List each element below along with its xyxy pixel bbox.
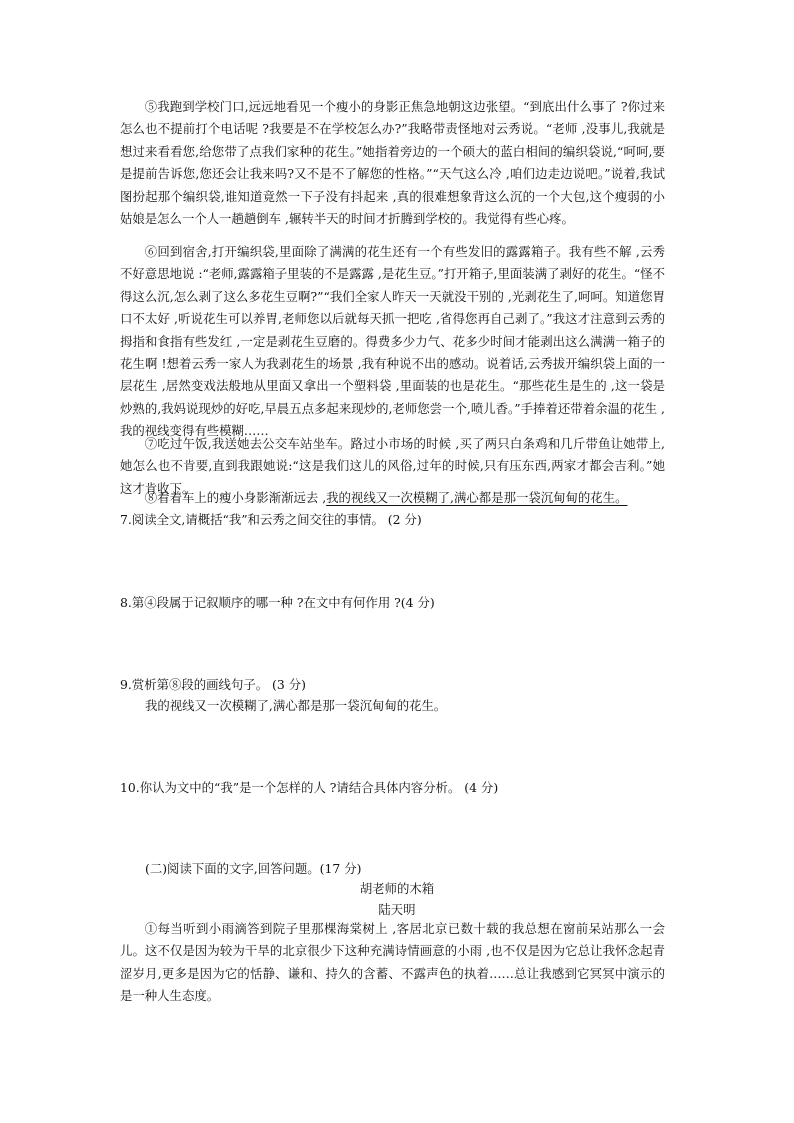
question-8: 8.第④段属于记叙顺序的哪一种 ?在文中有何作用 ?(4 分) <box>120 595 435 610</box>
underlined-sentence: 我的视线又一次模糊了,满心都是那一袋沉甸甸的花生。 <box>326 490 628 505</box>
paragraph-6: ⑥回到宿舍,打开编织袋,里面除了满满的花生还有一个有些发旧的露露箱子。我有些不解 ,云秀不好意思地说 :“老师,露露箱子里装的不是露露 ,是花生豆。”打开箱子,里面装满了剥好的花生。“怪不得这么沉,怎么剥了这么多花生豆啊?”“我们全家人昨天一天就没干别的 ,光剥花生了,呵呵。知道您胃口不太好 ,听说花生可以养胃,老师您以后就每天抓一把吃 ,省得您再自己剥了。”我这才注意到云秀的拇指和食指有些发红 ,一定是剥花生豆磨的。得费多少力气、花多少时间才能剥出这么满满一箱子的花生啊 !想着云秀一家人为我剥花生的场景 ,我有种说不出的感动。说着话,云秀拔开编织袋上面的一层花生 ,居然变戏法般地从里面又拿出一个塑料袋 ,里面装的也是花生。“那些花生是生的 ,这一袋是炒熟的,我妈说现炒的好吃,早晨五点多起来现炒的,老师您尝一个,喷儿香。”手捧着还带着余温的花生 ,我的视线变得有些模糊…… <box>120 244 665 439</box>
question-9: 9.赏析第⑧段的画线句子。 (3 分) <box>120 677 306 692</box>
question-10: 10.你认为文中的“我”是一个怎样的人 ?请结合具体内容分析。 (4 分) <box>120 780 499 795</box>
paragraph-5: ⑤我跑到学校门口,远远地看见一个瘦小的身影正焦急地朝这边张望。“到底出什么事了 ?你过来怎么也不提前打个电话呢 ?我要是不在学校怎么办?”我略带责怪地对云秀说。“老师 ,没事儿,我就是想过来看看您,给您带了点我们家种的花生。”她指着旁边的一个硕大的蓝白相间的编织袋说,“呵呵,要是提前告诉您,您还会让我来吗?又不是不了解您的性格。”“天气这么冷 ,咱们边走边说吧。”说着,我试图扮起那个编织袋,谁知道竟然一下子没有抖起来 ,真的很难想象背这么沉的一个大包,这个瘦弱的小姑娘是怎么一个人一趟趟倒车 ,辗转半天的时间才折腾到学校的。我觉得有些心疼。 <box>120 99 665 227</box>
question-9-quote: 我的视线又一次模糊了,满心都是那一袋沉甸甸的花生。 <box>145 698 447 713</box>
section-heading: (二)阅读下面的文字,回答问题。(17 分) <box>145 861 362 876</box>
article-title: 胡老师的木箱 <box>359 881 435 896</box>
question-7: 7.阅读全文,请概括“我”和云秀之间交往的事情。 (2 分) <box>120 512 422 527</box>
paragraph-7: ⑦吃过午饭,我送她去公交车站坐车。路过小市场的时候 ,买了两只白条鸡和几斤带鱼让她带上,她怎么也不肯要,直到我跟她说:“这是我们这儿的风俗,过年的时候,只有压东西,两家才都会吉利。”她这才肯收下。 <box>120 436 665 496</box>
paragraph-8 <box>120 487 665 509</box>
article-paragraph-1: ①每当听到小雨滴答到院子里那棵海棠树上 ,客居北京已数十载的我总想在窗前呆站那么一会儿。这不仅是因为较为干旱的北京很少下这种充满诗情画意的小雨 ,也不仅是因为它总让我怀念起青涩岁月,更多是因为它的恬静、谦和、持久的含蓄、不露声色的执着……总让我感到它冥冥中演示的是一种人生态度。 <box>120 921 665 1004</box>
article-author: 陆天明 <box>378 902 416 917</box>
paragraph-8-text: ⑧看着车上的瘦小身影渐渐远去 , <box>144 490 327 505</box>
